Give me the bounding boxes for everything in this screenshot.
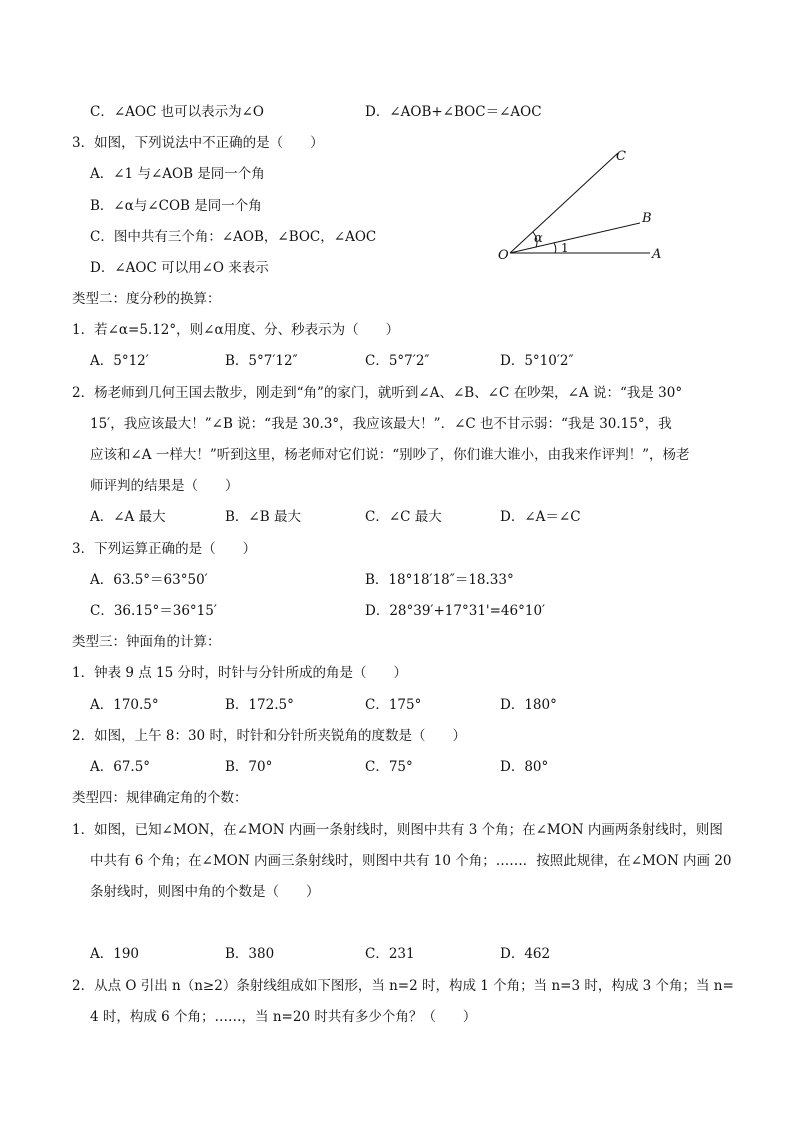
option-b: B．5°7′12″ [225, 353, 298, 369]
option-b: B．172.5° [225, 697, 294, 713]
option-a: A．67.5° [90, 759, 151, 775]
label-c: C [616, 149, 626, 164]
option-d: D．5°10′2″ [500, 353, 574, 369]
type2-q3-options-row1 [90, 570, 730, 590]
type4-question-1-line2: 中共有 6 个角；在∠MON 内画三条射线时，则图中共有 10 个角；……．按照此规律，在∠MON 内画 20 [90, 853, 732, 869]
option-b: B．380 [225, 946, 275, 962]
option-a: A．∠A 最大 [90, 509, 166, 525]
option-d: D．28°39′+17°31'=46°10′ [365, 603, 546, 619]
ray-ob [510, 223, 640, 253]
ray-oc [510, 153, 618, 253]
type2-q1-options [90, 351, 730, 371]
option-d: D．∠A＝∠C [500, 509, 581, 525]
option-d: D．80° [500, 759, 549, 775]
option-d: D．∠AOB+∠BOC＝∠AOC [365, 104, 542, 120]
type2-q2-options [90, 507, 730, 527]
option-b: B．70° [225, 759, 273, 775]
section-heading-type3: 类型三：钟面角的计算： [72, 634, 221, 650]
type2-question-3: 3．下列运算正确的是（ ） [72, 541, 257, 557]
option-c: C．75° [365, 759, 413, 775]
option-a: A．190 [90, 946, 140, 962]
prev-question-options-row [90, 102, 730, 122]
arc-1 [554, 243, 556, 253]
option-a: A．170.5° [90, 697, 159, 713]
option-c: C．36.15°＝36°15′ [90, 603, 217, 619]
type2-question-2-line2: 15′，我应该最大！”∠B 说：“我是 30.3°，我应该最大！”．∠C 也不甘示弱：“我是 30.15°，我 [90, 416, 672, 432]
section-heading-type4: 类型四：规律确定角的个数： [72, 790, 248, 806]
type2-question-2-line4: 师评判的结果是（ ） [90, 478, 239, 494]
type3-question-1: 1．钟表 9 点 15 分时，时针与分针所成的角是（ ） [72, 665, 408, 681]
option-b: B．∠B 最大 [225, 509, 301, 525]
type3-q1-options [90, 695, 730, 715]
type4-question-1-line3: 条射线时，则图中角的个数是（ ） [90, 884, 320, 900]
option-d: D．462 [500, 946, 551, 962]
label-1: 1 [561, 241, 569, 255]
type4-q1-options [90, 944, 730, 964]
option-c: C．∠C 最大 [365, 509, 442, 525]
type4-question-2-line1: 2．从点 O 引出 n（n≥2）条射线组成如下图形，当 n=2 时，构成 1 个角；当 n=3 时，构成 3 个角；当 n= [72, 978, 734, 994]
section-heading-type2: 类型二：度分秒的换算： [72, 291, 221, 307]
option-a: A．5°12′ [90, 353, 149, 369]
option-c: C．231 [365, 946, 415, 962]
option-d: D．∠AOC 可以用∠O 来表示 [90, 260, 269, 276]
label-a: A [652, 247, 662, 262]
option-c: C．175° [365, 697, 422, 713]
angle-figure [490, 145, 670, 270]
type4-question-1-line1: 1．如图，已知∠MON，在∠MON 内画一条射线时，则图中共有 3 个角；在∠MON 内画两条射线时，则图 [72, 822, 723, 838]
question-3-angle-figure: 3．如图，下列说法中不正确的是（ ） [72, 135, 324, 151]
type4-question-2-line2: 4 时，构成 6 个角；……，当 n=20 时共有多少个角？（ ） [90, 1009, 477, 1025]
option-c: C．图中共有三个角：∠AOB，∠BOC，∠AOC [90, 229, 377, 245]
type3-q2-options [90, 757, 730, 777]
type2-q3-options-row2 [90, 601, 730, 621]
label-alpha: α [534, 231, 543, 246]
label-o: O [498, 248, 509, 263]
type2-question-2-line3: 应该和∠A 一样大！”听到这里，杨老师对它们说：“别吵了，你们谁大谁小，由我来作评判！”，杨老 [90, 447, 690, 463]
option-c: C．∠AOC 也可以表示为∠O [90, 104, 264, 120]
option-a: A．63.5°＝63°50′ [90, 572, 208, 588]
type2-question-2-line1: 2．杨老师到几何王国去散步，刚走到“角”的家门，就听到∠A、∠B、∠C 在吵架，∠A 说：“我是 30° [72, 385, 683, 401]
type3-question-2: 2．如图，上午 8：30 时，时针和分针所夹锐角的度数是（ ） [72, 728, 466, 744]
option-b: B．∠α与∠COB 是同一个角 [90, 198, 262, 214]
option-b: B．18°18′18″＝18.33° [365, 572, 514, 588]
option-c: C．5°7′2″ [365, 353, 430, 369]
option-d: D．180° [500, 697, 557, 713]
label-b: B [642, 211, 652, 226]
type2-question-1: 1．若∠α=5.12°，则∠α用度、分、秒表示为（ ） [72, 322, 400, 338]
option-a: A．∠1 与∠AOB 是同一个角 [90, 166, 265, 182]
